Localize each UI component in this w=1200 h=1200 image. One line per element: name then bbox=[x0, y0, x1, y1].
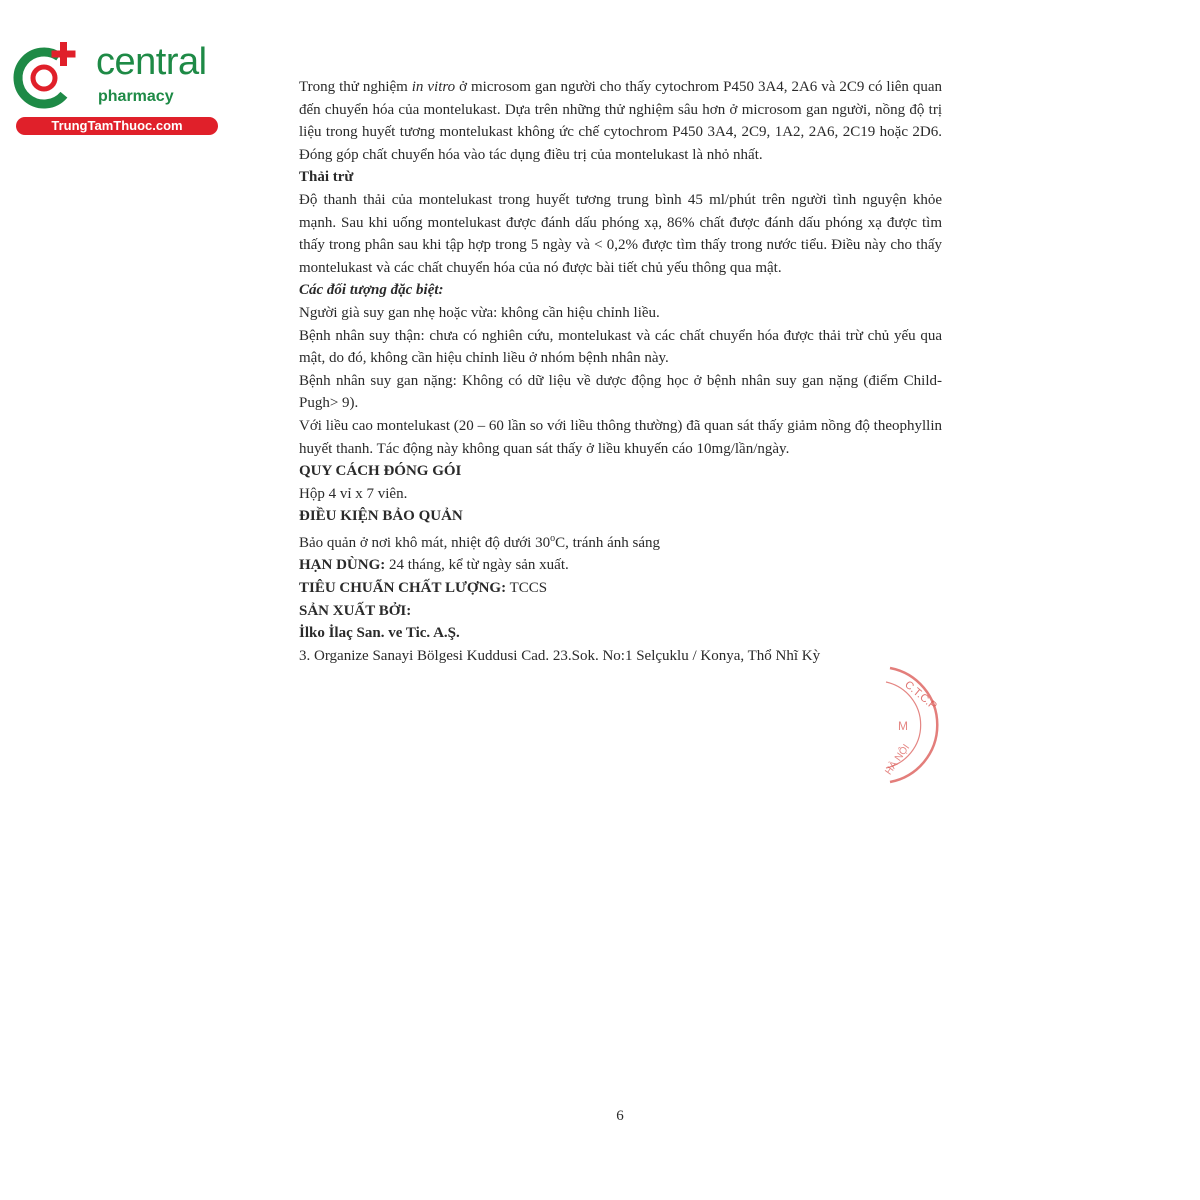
standard-line: TIÊU CHUẨN CHẤT LƯỢNG: TCCS bbox=[299, 580, 548, 597]
expiry-line: HẠN DÙNG: 24 tháng, kể từ ngày sản xuất. bbox=[299, 557, 569, 574]
company-stamp bbox=[880, 660, 950, 790]
hepatic-paragraph: Bệnh nhân suy gan nặng: Không có dữ liệu về dược động học ở bệnh nhân suy gan nặng (điểm Child-Pugh> 9). bbox=[299, 372, 942, 412]
elimination-paragraph: Độ thanh thải của montelukast trong huyết tương trung bình 45 ml/phút trên người tình nguyện khỏe mạnh. Sau khi uống montelukast được đánh dấu phóng xạ, 86% chất được đánh dấu phóng xạ được tìm thấy trong phân sau khi tập hợp trong 5 ngày và < 0,2% được tìm thấy trong nước tiểu. Điều này cho thấy montelukast và các chất chuyển hóa của nó được bài tiết chủ yếu thông qua mật. bbox=[299, 191, 942, 276]
stamp-text-side: M bbox=[898, 719, 908, 733]
high-dose-paragraph: Với liều cao montelukast (20 – 60 lần so với liều thông thường) đã quan sát thấy giảm nồng độ theophyllin huyết thanh. Tác động này không quan sát thấy ở liều khuyến cáo 10mg/lần/ngày. bbox=[299, 417, 942, 457]
pharmacy-cross-logo-icon bbox=[10, 38, 90, 118]
in-vitro-term: in vitro bbox=[411, 79, 456, 95]
stamp-text-top: C.T.C.P bbox=[902, 678, 939, 713]
manufacturer-address: 3. Organize Sanayi Bölgesi Kuddusi Cad. 23.Sok. No:1 Selçuklu / Konya, Thổ Nhĩ Kỳ bbox=[299, 647, 821, 664]
manufacturer-name: İlko İlaç San. ve Tic. A.Ş. bbox=[299, 625, 460, 642]
heading-elimination: Thải trừ bbox=[299, 169, 354, 186]
heading-special-populations: Các đối tượng đặc biệt: bbox=[299, 282, 444, 299]
document-body bbox=[299, 76, 942, 667]
page-number: 6 bbox=[616, 1108, 624, 1124]
heading-storage: ĐIỀU KIỆN BẢO QUẢN bbox=[299, 508, 463, 525]
brand-subtitle: pharmacy bbox=[98, 88, 174, 105]
packing-paragraph: Hộp 4 vỉ x 7 viên. bbox=[299, 485, 408, 502]
heading-packing: QUY CÁCH ĐÓNG GÓI bbox=[299, 463, 462, 480]
heading-manufacturer: SẢN XUẤT BỞI: bbox=[299, 602, 412, 619]
renal-paragraph: Bệnh nhân suy thận: chưa có nghiên cứu, montelukast và các chất chuyển hóa được thải trừ chủ yếu qua mật, do đó, không cần hiệu chỉnh liều ở nhóm bệnh nhân này. bbox=[299, 327, 942, 367]
brand-name: central bbox=[96, 41, 207, 83]
storage-paragraph: Bảo quản ở nơi khô mát, nhiệt độ dưới 30$^o$C, tránh ánh sáng bbox=[299, 532, 661, 551]
standard-label: TIÊU CHUẨN CHẤT LƯỢNG: bbox=[299, 580, 507, 597]
elderly-paragraph: Người già suy gan nhẹ hoặc vừa: không cần hiệu chỉnh liều. bbox=[299, 304, 660, 321]
expiry-label: HẠN DÙNG: bbox=[299, 557, 386, 574]
brand-website: TrungTamThuoc.com bbox=[16, 117, 218, 135]
metabolism-paragraph: Trong thử nghiệm in vitro ở microsom gan người cho thấy cytochrom P450 3A4, 2A6 và 2C9 có liên quan đến chuyển hóa của montelukast. Dựa trên những thử nghiệm sâu hơn ở microsom gan người, nồng độ trị liệu trong huyết tương montelukast không ức chế cytochrom P450 3A4, 2C9, 1A2, 2A6, 2C19 hoặc 2D6. Đóng góp chất chuyển hóa vào tác dụng điều trị của montelukast là nhỏ nhất. bbox=[299, 79, 942, 163]
central-pharmacy-logo bbox=[10, 38, 220, 138]
stamp-text-bottom: HÀ NỘI bbox=[883, 742, 913, 778]
